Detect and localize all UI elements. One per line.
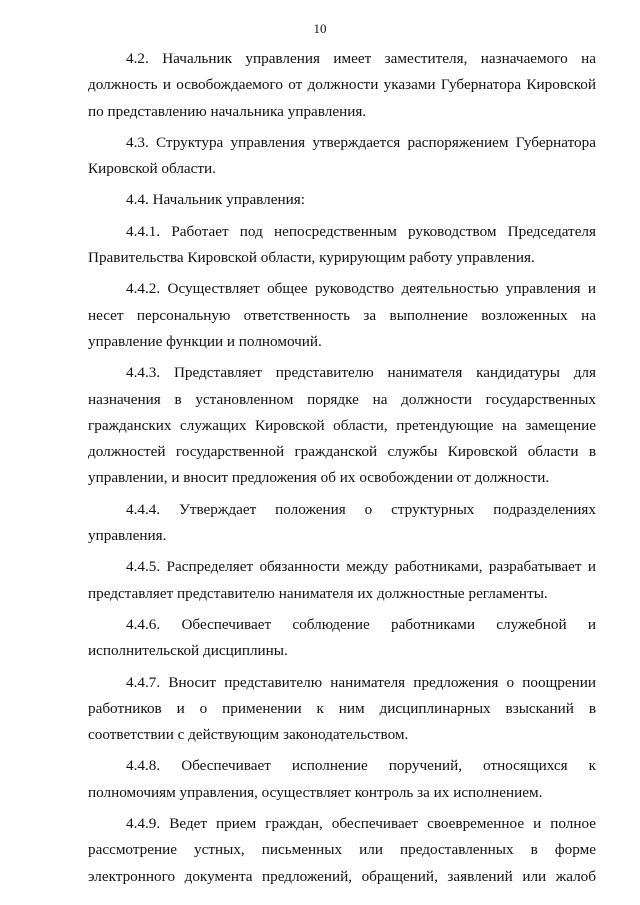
paragraph-4-4-5: 4.4.5. Распределяет обязанности между работниками, разрабатывает и представляет представителю нанимателя их должностные регламенты. xyxy=(88,558,596,602)
paragraph-4-4-1: 4.4.1. Работает под непосредственным руководством Председателя Правительства Кировской области, курирующим работу управления. xyxy=(88,222,596,267)
paragraph-4-3: 4.3. Структура управления утверждается распоряжением Губернатора Кировской области. xyxy=(88,133,596,178)
paragraph-4-2: 4.2. Начальник управления имеет заместителя, назначаемого на должность и освобождаемого от должности указами Губернатора Кировской по представлению начальника управления. xyxy=(88,50,596,120)
paragraph-4-4-3: 4.4.3. Представляет представителю нанимателя кандидатуры для назначения в установленном порядке на должности государственных гражданских служащих Кировской области, претендующие на замещение должностей государственной гражданской службы Кировской области в управлении, и вносит предложения об их освобождении от должности. xyxy=(88,364,596,487)
paragraph-4-4-2: 4.4.2. Осуществляет общее руководство деятельностью управления и несет персональную ответственность за выполнение возложенных на управление функции и полномочий. xyxy=(88,280,596,350)
paragraph-4-4-9: 4.4.9. Ведет прием граждан, обеспечивает своевременное и полное рассмотрение устных, письменных или предоставленных в форме электронного документа предложений, обращений, заявлений или жалоб xyxy=(88,815,596,885)
paragraph-4-4-7: 4.4.7. Вносит представителю нанимателя предложения о поощрении работников и о применении к ним дисциплинарных взысканий в соответствии с действующим законодательством. xyxy=(88,673,596,744)
document-body xyxy=(88,46,596,895)
paragraph-4-4-6: 4.4.6. Обеспечивает соблюдение работниками служебной и исполнительской дисциплины. xyxy=(88,615,596,660)
page-number: 10 xyxy=(313,21,327,36)
paragraph-4-4-8: 4.4.8. Обеспечивает исполнение поручений, относящихся к полномочиям управления, осуществляет контроль за их исполнением. xyxy=(88,757,596,801)
paragraph-4-4-4: 4.4.4. Утверждает положения о структурных подразделениях управления. xyxy=(88,500,596,545)
paragraph-4-4: 4.4. Начальник управления: xyxy=(126,191,305,209)
